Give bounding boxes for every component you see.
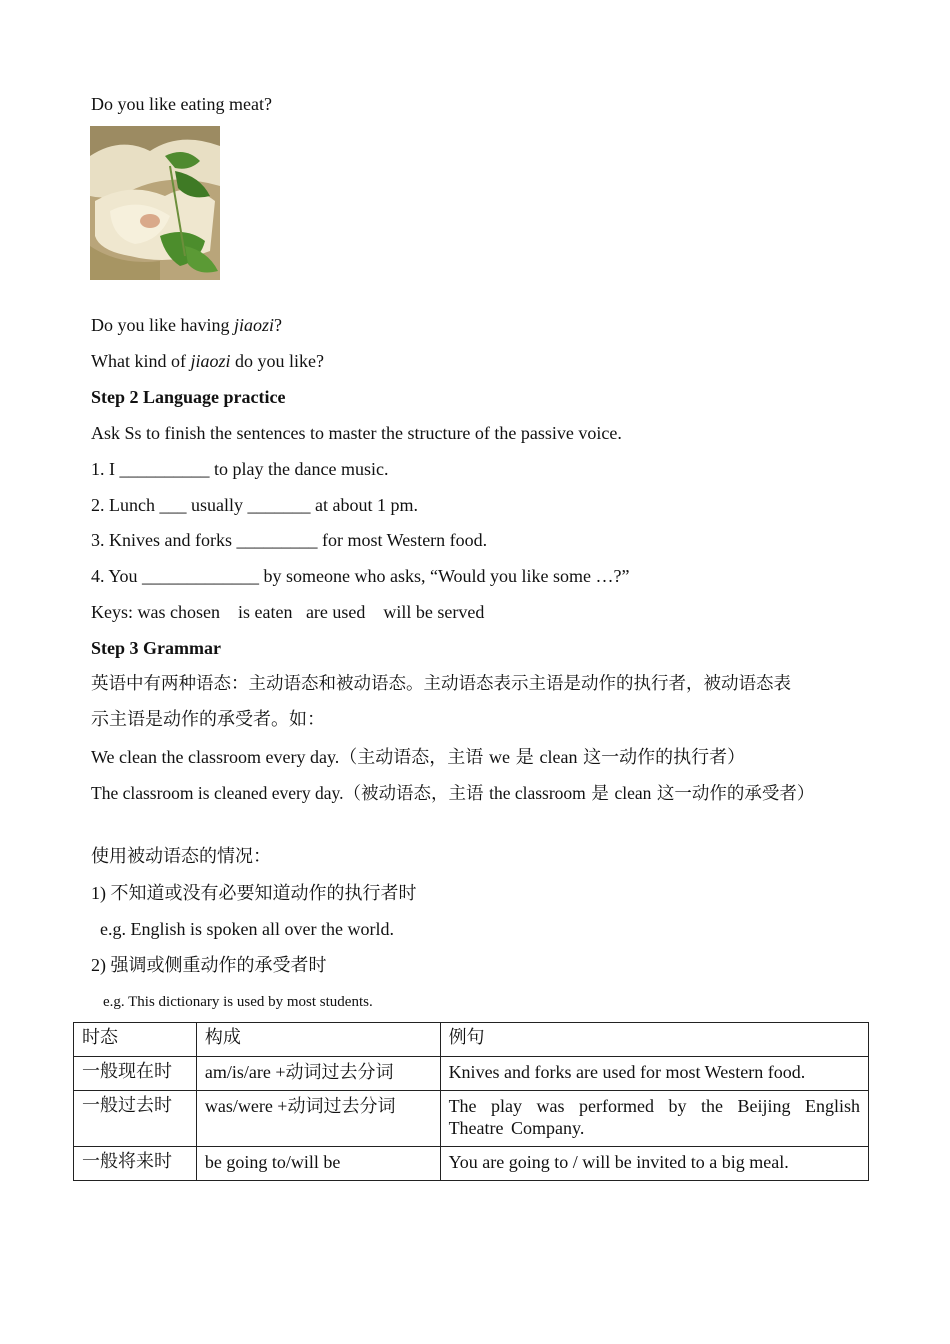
table-header: 例句	[440, 1023, 868, 1057]
form-cell: be going to/will be	[196, 1147, 440, 1181]
tense-cell: 一般将来时	[74, 1147, 197, 1181]
grammar-paragraph-line2: 示主语是动作的承受者。如：	[91, 709, 325, 730]
usage-case-2: 2) 强调或侧重动作的承受者时	[91, 955, 327, 976]
table-row	[74, 1057, 869, 1091]
usage-title: 使用被动语态的情况：	[91, 846, 271, 867]
exercise-item: 3. Knives and forks _________ for most Western food.	[91, 530, 488, 550]
step2-instruction: Ask Ss to finish the sentences to master the structure of the passive voice.	[91, 423, 622, 443]
question-kind: What kind of jiaozi do you like?	[91, 351, 324, 371]
question-meat: Do you like eating meat?	[91, 94, 272, 114]
passive-voice-example: The classroom is cleaned every day.（被动语态，主语 the classroom 是 clean 这一动作的承受者）	[91, 783, 815, 804]
exercise-item: 1. I __________ to play the dance music.	[91, 459, 389, 479]
table-row	[74, 1091, 869, 1147]
usage-example-2: e.g. This dictionary is used by most students.	[103, 994, 373, 1010]
jiaozi-photo	[90, 126, 220, 280]
step3-heading: Step 3 Grammar	[91, 638, 221, 658]
form-cell: was/were +动词过去分词	[196, 1091, 440, 1147]
table-row	[74, 1147, 869, 1181]
answer-keys: Keys: was chosen is eaten are used will be served	[91, 602, 485, 622]
active-voice-example: We clean the classroom every day.（主动语态，主语 we 是 clean 这一动作的执行者）	[91, 747, 746, 768]
step2-heading: Step 2 Language practice	[91, 387, 286, 407]
table-header: 构成	[196, 1023, 440, 1057]
form-cell: am/is/are +动词过去分词	[196, 1057, 440, 1091]
exercise-item: 2. Lunch ___ usually _______ at about 1 pm.	[91, 495, 418, 515]
usage-example-1: e.g. English is spoken all over the world.	[100, 919, 394, 939]
example-cell: You are going to / will be invited to a big meal.	[440, 1147, 868, 1181]
example-cell: Knives and forks are used for most Western food.	[440, 1057, 868, 1091]
tense-cell: 一般现在时	[74, 1057, 197, 1091]
table-header-row	[74, 1023, 869, 1057]
example-cell: The play was performed by the Beijing English Theatre Company.	[440, 1091, 868, 1147]
table-header: 时态	[74, 1023, 197, 1057]
usage-case-1: 1) 不知道或没有必要知道动作的执行者时	[91, 883, 417, 904]
question-jiaozi: Do you like having jiaozi?	[91, 315, 282, 335]
exercise-item: 4. You _____________ by someone who asks, “Would you like some …?”	[91, 566, 630, 586]
passive-tense-table	[73, 1022, 869, 1181]
grammar-paragraph-line1: 英语中有两种语态：主动语态和被动语态。主动语态表示主语是动作的执行者，被动语态表	[91, 674, 791, 694]
tense-cell: 一般过去时	[74, 1091, 197, 1147]
